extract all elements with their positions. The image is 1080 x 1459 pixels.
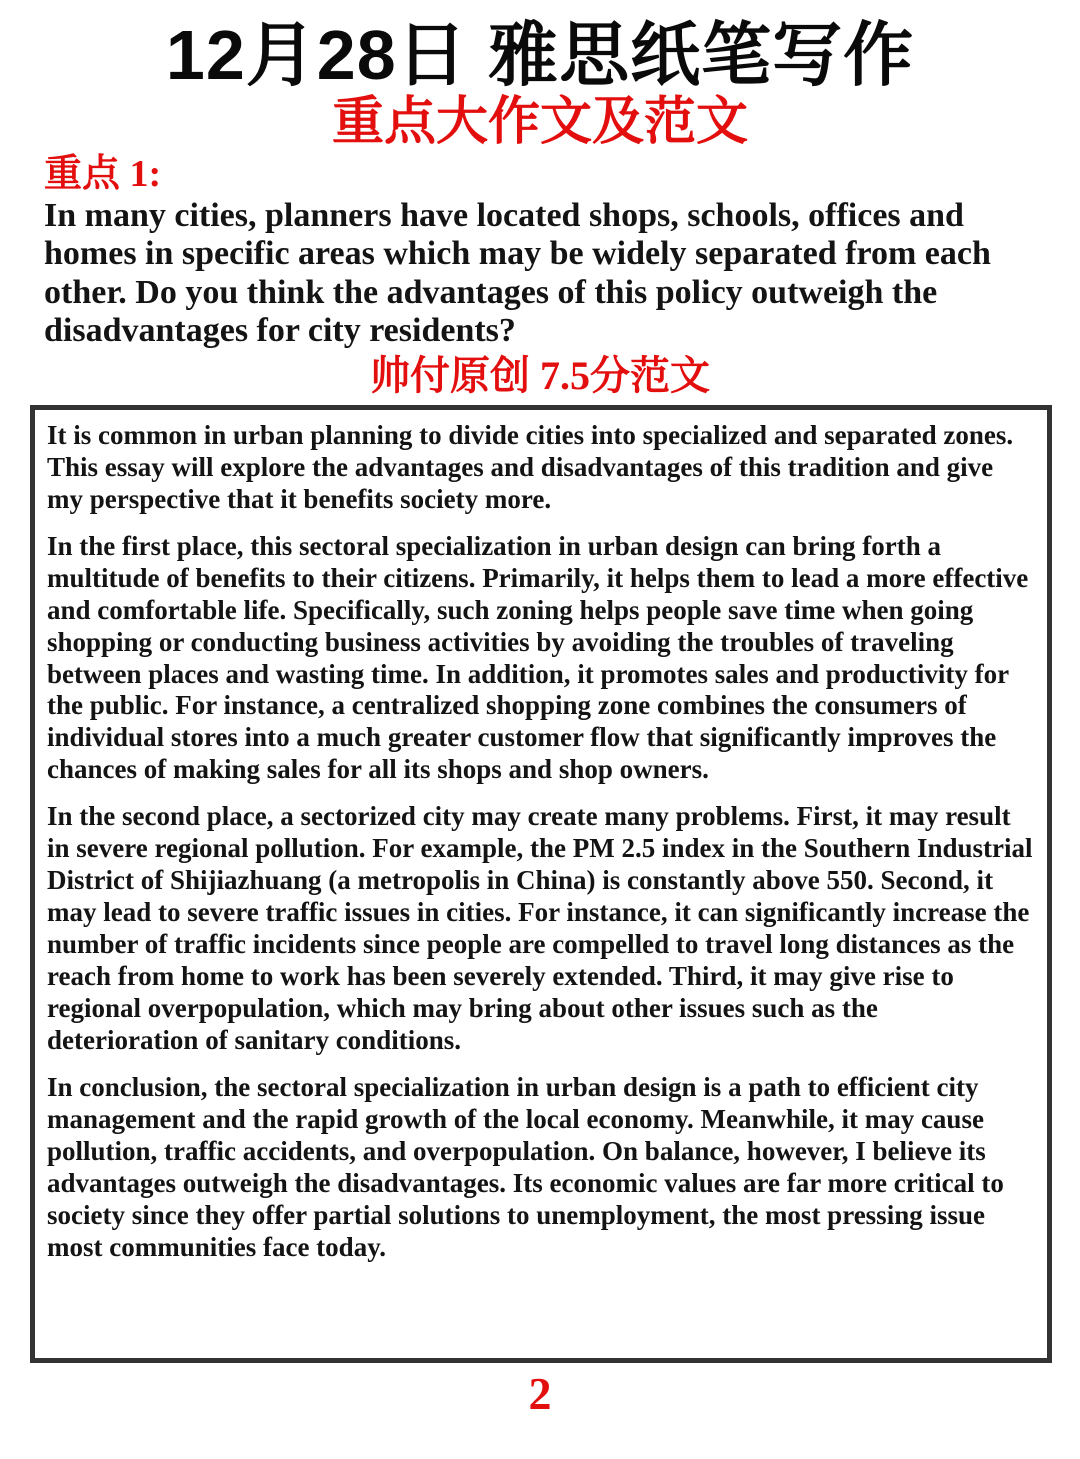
prompt-label: 重点 1:: [44, 152, 162, 195]
essay-body-box: [30, 405, 1052, 1363]
essay-paragraph-conclusion: In conclusion, the sectoral specialization in urban design is a path to efficient city management and the rapid growth of the local economy. Meanwhile, it may cause pollution, traffic accidents, and overpopulation. On balance, however, I believe its advantages outweigh the disadvantages. Its economic values are far more critical to society since they offer partial solutions to unemployment, the most pressing issue most communities face today.: [47, 1072, 1004, 1263]
essay-paragraph-intro: It is common in urban planning to divide cities into specialized and separated zones. This essay will explore the advantages and disadvantages of this tradition and give my perspective that it benefits society more.: [47, 419, 1014, 514]
essay-paragraph-advantages: In the first place, this sectoral specialization in urban design can bring forth a multitude of benefits to their citizens. Primarily, it helps them to lead a more effective and comfortable life. Specifically, such zoning helps people save time when going shopping or conducting business activities by avoiding the troubles of traveling between places and wasting time. In addition, it promotes sales and productivity for the public. For instance, a centralized shopping zone combines the consumers of individual stores into a much greater customer flow that significantly improves the chances of making sales for all its shops and shop owners.: [47, 530, 1029, 785]
sample-essay-caption: 帅付原创 7.5分范文: [370, 352, 710, 398]
page-subtitle: 重点大作文及范文: [331, 94, 748, 152]
essay-paragraph-disadvantages: In the second place, a sectorized city may create many problems. First, it may result in severe regional pollution. For example, the PM 2.5 index in the Southern Industrial District of Shijiazhuang (a metropolis in China) is constantly above 550. Second, it may lead to severe traffic issues in cities. For instance, it can significantly increase the number of traffic incidents since people are compelled to travel long distances as the reach from home to work has been severely extended. Third, it may give rise to regional overpopulation, which may bring about other issues such as the deterioration of sanitary conditions.: [47, 801, 1033, 1056]
page-number: 2: [528, 1367, 552, 1419]
document-page: [0, 16, 1080, 1459]
essay-prompt-text: In many cities, planners have located shops, schools, offices and homes in specific areas which may be widely separated from each other. Do you think the advantages of this policy outweigh the disadvantages for city residents?: [44, 196, 991, 350]
page-title: 12月28日 雅思纸笔写作: [165, 16, 915, 94]
